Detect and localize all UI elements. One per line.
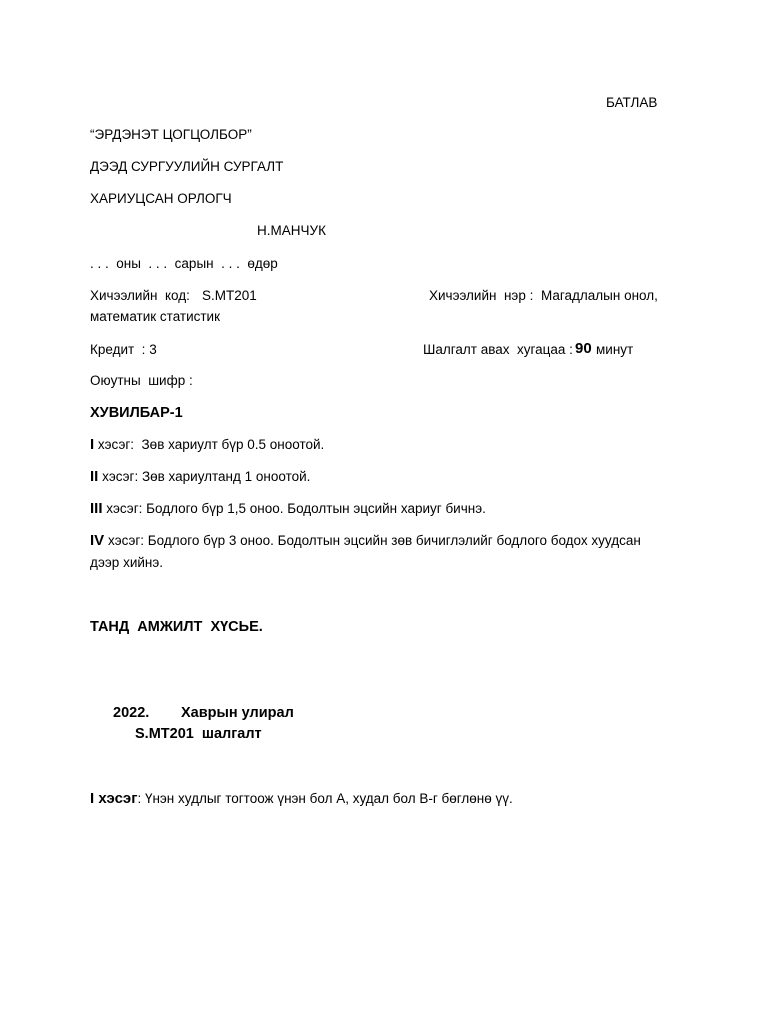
section-number: II [90,468,99,485]
section-number: I [90,436,95,453]
course-name-value: Магадлалын онол, [541,288,658,303]
org-line-1: “ЭРДЭНЭТ ЦОГЦОЛБОР” [90,127,252,142]
part-1-text: : Үнэн худлыг тогтоож үнэн бол А, худал бол В-г бөглөнө үү. [137,791,513,806]
part-1-instruction [90,790,513,808]
part-1-label: I хэсэг [90,790,138,807]
signer-name: Н.МАНЧУК [257,223,326,238]
section-text: хэсэг: Бодлого бүр 1,5 оноо. Бодолтын эцсийн хариуг бичнэ. [102,501,486,516]
duration-value: 90 [575,340,592,357]
exam-season: Хаврын улирал [181,705,294,721]
student-code-label: Оюутны шифр : [90,373,193,388]
section-number: IV [90,532,105,549]
course-name-continued: математик статистик [90,309,221,324]
section-iv-rule [90,532,641,550]
course-code-label: Хичээлийн код: [90,288,190,303]
date-line: . . . оны . . . сарын . . . өдөр [90,256,278,271]
section-ii-rule [90,468,310,486]
approve-label: БАТЛАВ [606,95,658,110]
section-text: хэсэг: Зөв хариултанд 1 оноотой. [98,469,311,484]
section-iii-rule [90,500,486,518]
org-line-2: ДЭЭД СУРГУУЛИЙН СУРГАЛТ [90,159,284,174]
course-code-value: S.MT201 [202,288,257,303]
section-i-rule [90,436,324,454]
org-line-3: ХАРИУЦСАН ОРЛОГЧ [90,191,232,206]
section-number: III [90,500,103,517]
exam-year: 2022. [113,705,150,721]
course-name-label: Хичээлийн нэр : [429,288,534,303]
section-text: хэсэг: Зөв хариулт бүр 0.5 оноотой. [94,437,325,452]
section-text: хэсэг: Бодлого бүр 3 оноо. Бодолтын эцсийн зөв бичиглэлийг бодлого бодох хуудсан [104,533,641,548]
exam-code-title: S.MT201 шалгалт [135,726,262,742]
duration-unit: минут [596,342,634,357]
section-iv-continued: дээр хийнэ. [90,555,163,570]
credit-label: Кредит : 3 [90,342,157,357]
good-luck-text: ТАНД АМЖИЛТ ХҮСЬЕ. [90,619,263,635]
duration-label: Шалгалт авах хугацаа : [423,342,573,357]
variant-title: ХУВИЛБАР-1 [90,405,183,421]
